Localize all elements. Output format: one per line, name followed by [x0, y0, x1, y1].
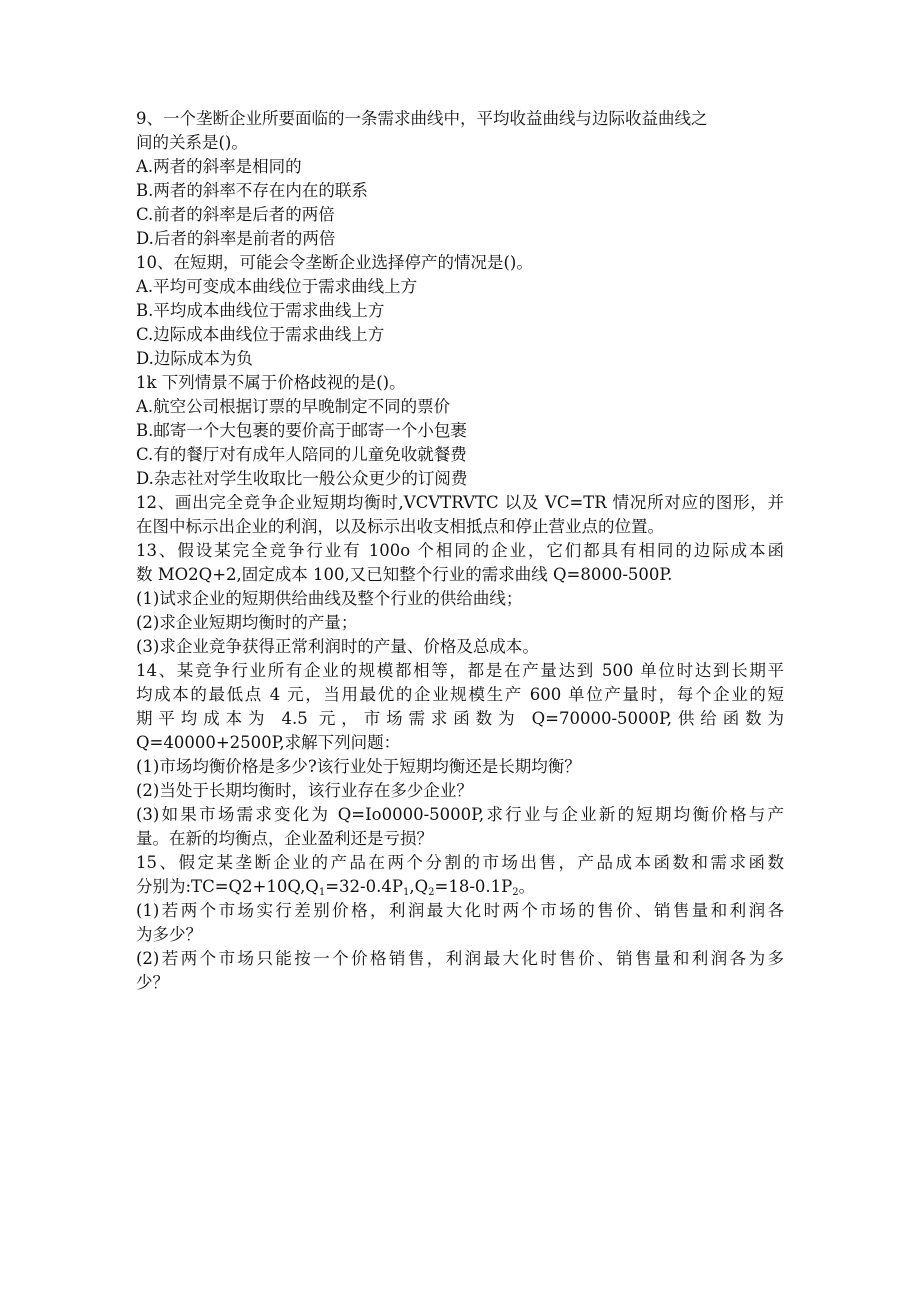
q15-period: 。	[518, 877, 536, 896]
q15-part1-line2: 为多少？	[136, 925, 202, 944]
q14-part2: (2)当处于长期均衡时，该行业存在多少企业？	[136, 781, 473, 800]
q14-part3-line1: (3)如果市场需求变化为 Q=Io0000-5000P,求行业与企业新的短期均衡价格与产	[136, 805, 784, 824]
q10-option-a: A.平均可变成本曲线位于需求曲线上方	[136, 277, 418, 296]
q9-option-d: D.后者的斜率是前者的两倍	[136, 229, 336, 248]
q11-option-a: A.航空公司根据订票的早晚制定不同的票价	[136, 397, 451, 416]
q15-part2-line2: 少？	[136, 973, 169, 992]
q13-part1: (1)试求企业的短期供给曲线及整个行业的供给曲线；	[136, 589, 523, 608]
q9-option-c: C.前者的斜率是后者的两倍	[136, 205, 335, 224]
q9-stem-line1: 9、一个垄断企业所要面临的一条需求曲线中，平均收益曲线与边际收益曲线之	[136, 109, 708, 128]
q10-stem: 10、在短期，可能会令垄断企业选择停产的情况是()。	[136, 253, 533, 272]
q15-line1: 15、假定某垄断企业的产品在两个分割的市场出售，产品成本函数和需求函数	[136, 853, 784, 872]
q13-part3: (3)求企业竞争获得正常利润时的产量、价格及总成本。	[136, 637, 539, 656]
q15-subscript: 2	[428, 887, 435, 898]
q15-subscript: 1	[318, 887, 326, 898]
q15-line2	[136, 875, 784, 899]
q11-option-d: D.杂志社对学生收取比一般公众更少的订阅费	[136, 469, 468, 488]
q15-cost-function: 分别为:TC=Q2+10Q,Q	[136, 877, 319, 896]
q11-option-b: B.邮寄一个大包裹的要价高于邮寄一个小包裹	[136, 421, 467, 440]
q9-option-a: A.两者的斜率是相同的	[136, 157, 302, 176]
q14-line1: 14、某竞争行业所有企业的规模都相等，都是在产量达到 500 单位时达到长期平	[136, 661, 784, 680]
q14-line4: Q=40000+2500P,求解下列问题：	[136, 733, 401, 752]
q15-part1-line1: (1)若两个市场实行差别价格，利润最大化时两个市场的售价、销售量和利润各	[136, 901, 784, 920]
q13-part2: (2)求企业短期均衡时的产量；	[136, 613, 358, 632]
q15-subscript: 1	[402, 887, 410, 898]
q14-part3-line2: 量。在新的均衡点，企业盈利还是亏损？	[136, 829, 433, 848]
q14-line2: 均成本的最低点 4 元，当用最优的企业规模生产 600 单位产量时，每个企业的短	[136, 685, 784, 704]
q10-option-d: D.边际成本为负	[136, 349, 253, 368]
q12-line1: 12、画出完全竞争企业短期均衡时,VCVTRVTC 以及 VC=TR 情况所对应的图形，并	[136, 493, 784, 512]
document-page	[136, 107, 784, 995]
q15-part2-line1: (2)若两个市场只能按一个价格销售，利润最大化时售价、销售量和利润各为多	[136, 949, 784, 968]
q9-stem-line2: 间的关系是()。	[136, 133, 248, 152]
q14-line3: 期平均成本为 4.5 元，市场需求函数为 Q=70000-5000P,供给函数为	[136, 709, 784, 728]
q13-line2: 数 MO2Q+2,固定成本 100,又已知整个行业的需求曲线 Q=8000-500P.	[136, 565, 673, 584]
q12-line2: 在图中标示出企业的利润，以及标示出收支相抵点和停止营业点的位置。	[136, 517, 664, 536]
q13-line1: 13、假设某完全竞争行业有 100o 个相同的企业，它们都具有相同的边际成本函	[136, 541, 784, 560]
q11-stem: 1k 下列情景不属于价格歧视的是()。	[136, 373, 406, 392]
q11-option-c: C.有的餐厅对有成年人陪同的儿童免收就餐费	[136, 445, 467, 464]
q10-option-b: B.平均成本曲线位于需求曲线上方	[136, 301, 385, 320]
q15-subscript: 2	[512, 887, 519, 898]
q15-demand2-part: =18-0.1P	[434, 877, 513, 896]
q14-part1: (1)市场均衡价格是多少?该行业处于短期均衡还是长期均衡？	[136, 757, 581, 776]
q10-option-c: C.边际成本曲线位于需求曲线上方	[136, 325, 385, 344]
q9-option-b: B.两者的斜率不存在内在的联系	[136, 181, 368, 200]
q15-demand1-part: =32-0.4P	[325, 877, 403, 896]
q15-separator: ,Q	[409, 877, 429, 896]
